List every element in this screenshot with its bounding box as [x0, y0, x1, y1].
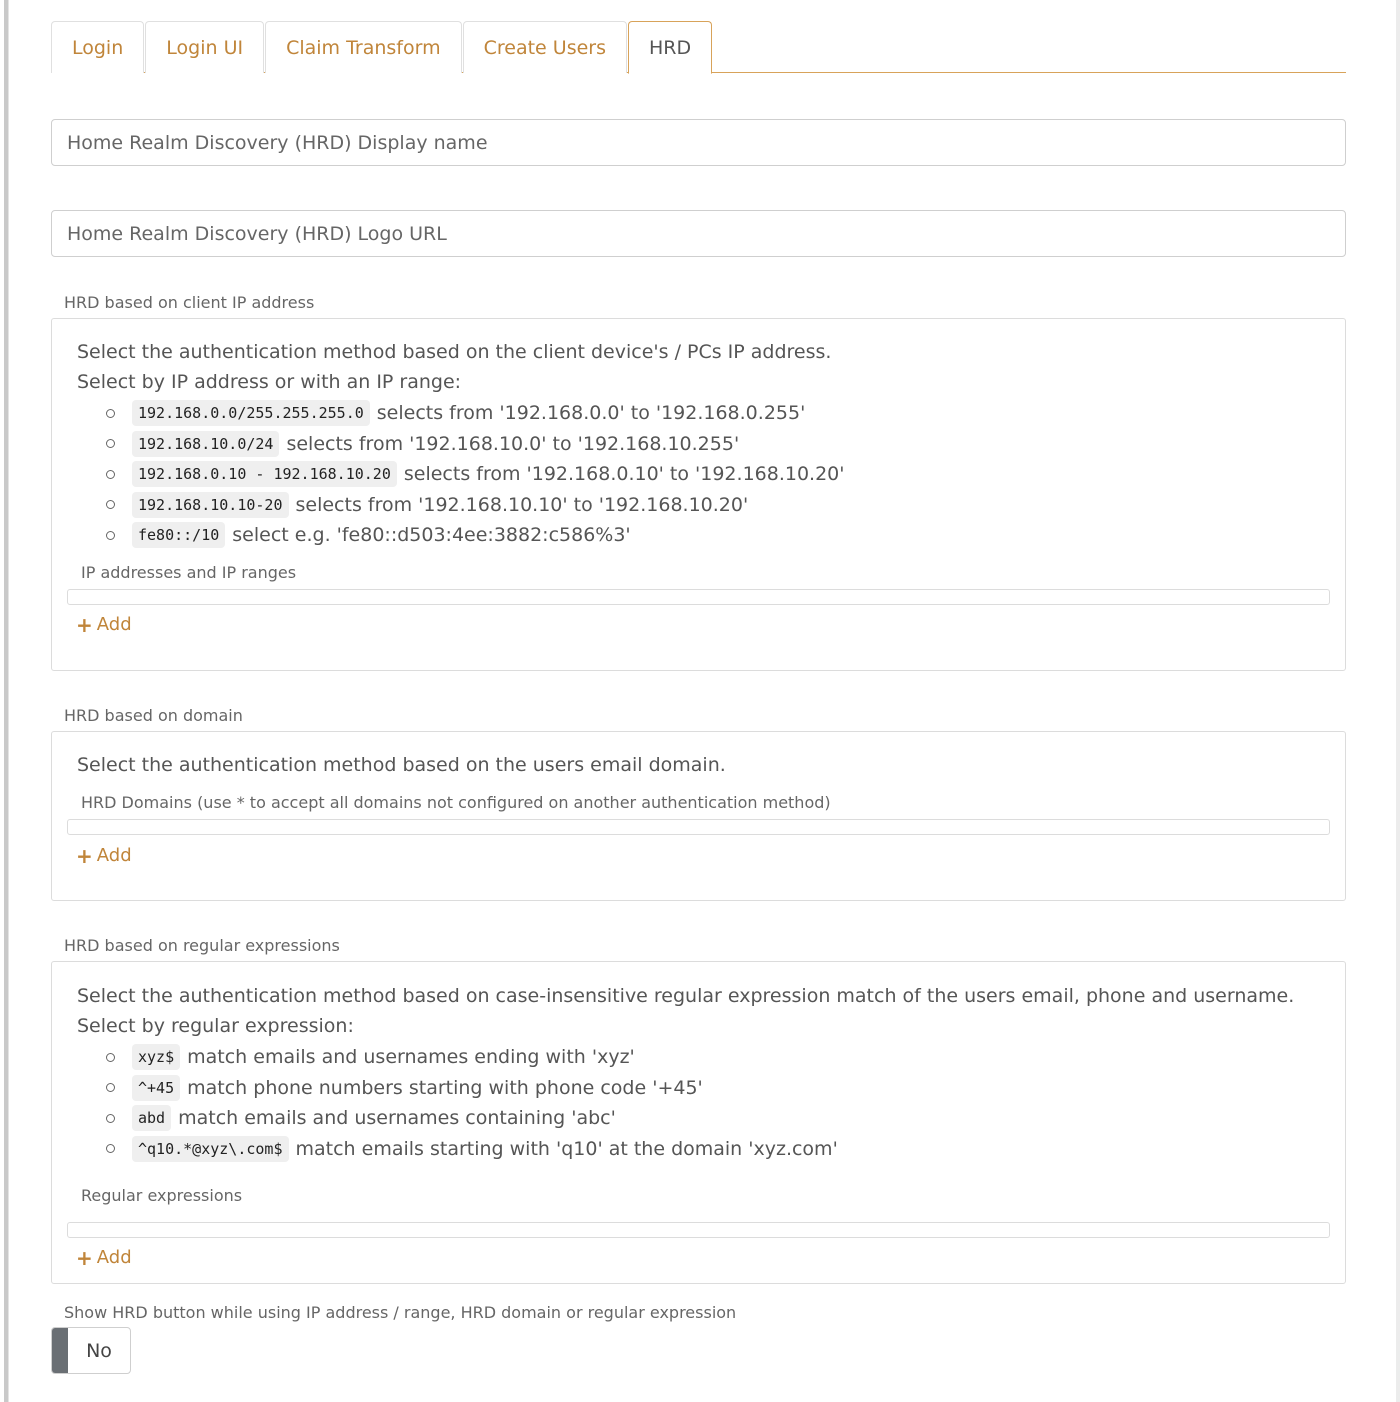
plus-icon: + [76, 612, 93, 637]
domain-section-label: HRD based on domain [64, 706, 243, 725]
example-code: xyz$ [132, 1044, 180, 1070]
bullet-icon [106, 470, 115, 479]
example-text: selects from '192.168.0.10' to '192.168.10.20' [403, 463, 845, 486]
ip-example-list [102, 398, 844, 551]
example-text: match emails and usernames containing 'abc' [178, 1107, 616, 1130]
add-label: Add [96, 614, 132, 635]
example-code: 192.168.10.0/24 [132, 431, 279, 457]
example-code: ^q10.*@xyz\.com$ [132, 1136, 289, 1162]
right-scrollbar[interactable] [1396, 0, 1400, 1402]
regular-expressions-field[interactable] [67, 1222, 1330, 1238]
add-label: Add [96, 845, 132, 866]
ip-desc-1: Select the authentication method based on the client device's / PCs IP address. [77, 341, 832, 363]
ip-desc-2: Select by IP address or with an IP range: [77, 371, 462, 393]
show-hrd-label: Show HRD button while using IP address / range, HRD domain or regular expression [64, 1303, 737, 1322]
regex-section-label: HRD based on regular expressions [64, 936, 340, 955]
add-label: Add [96, 1247, 132, 1268]
tab-create-users[interactable]: Create Users [463, 21, 627, 73]
list-item [102, 1073, 838, 1104]
tab-claim-transform[interactable]: Claim Transform [265, 21, 462, 73]
ip-section-label: HRD based on client IP address [64, 293, 315, 312]
list-item [102, 520, 844, 551]
example-code: fe80::/10 [132, 522, 225, 548]
regex-field-label: Regular expressions [81, 1186, 243, 1205]
example-code: ^+45 [132, 1075, 180, 1101]
bullet-icon [106, 1053, 115, 1062]
list-item [102, 398, 844, 429]
bullet-icon [106, 409, 115, 418]
example-text: select e.g. 'fe80::d503:4ee:3882:c586%3' [232, 524, 631, 547]
add-ip-button[interactable] [76, 614, 132, 635]
domain-field-label: HRD Domains (use * to accept all domains not configured on another authentication method) [81, 793, 831, 812]
bullet-icon [106, 500, 115, 509]
hrd-logo-url-input[interactable] [51, 210, 1346, 257]
regex-desc-1: Select the authentication method based on case-insensitive regular expression match of the users email, phone and username. [77, 985, 1295, 1007]
example-code: abd [132, 1105, 171, 1131]
add-domain-button[interactable] [76, 845, 132, 866]
bullet-icon [106, 439, 115, 448]
ip-ranges-field[interactable] [67, 589, 1330, 605]
example-code: 192.168.10.10-20 [132, 492, 289, 518]
regex-desc-2: Select by regular expression: [77, 1015, 354, 1037]
bullet-icon [106, 1083, 115, 1092]
list-item [102, 1042, 838, 1073]
domain-section-panel [51, 731, 1346, 901]
toggle-knob [52, 1328, 68, 1373]
example-text: selects from '192.168.0.0' to '192.168.0.255' [376, 402, 806, 425]
plus-icon: + [76, 1245, 93, 1270]
plus-icon: + [76, 843, 93, 868]
tab-login-ui[interactable]: Login UI [145, 21, 264, 73]
toggle-label: No [86, 1339, 112, 1362]
tab-login[interactable]: Login [51, 21, 144, 73]
ip-section-panel [51, 318, 1346, 671]
domain-desc-1: Select the authentication method based on the users email domain. [77, 754, 726, 776]
bullet-icon [106, 531, 115, 540]
bullet-icon [106, 1144, 115, 1153]
hrd-domains-field[interactable] [67, 819, 1330, 835]
tab-hrd[interactable]: HRD [628, 21, 712, 74]
example-code: 192.168.0.10 - 192.168.10.20 [132, 461, 397, 487]
example-text: selects from '192.168.10.10' to '192.168.10.20' [295, 493, 749, 516]
left-rail [0, 0, 9, 1402]
regex-example-list [102, 1042, 838, 1164]
hrd-form [51, 21, 1346, 1362]
bullet-icon [106, 1114, 115, 1123]
list-item [102, 490, 844, 521]
list-item [102, 1134, 838, 1165]
hrd-display-name-input[interactable] [51, 119, 1346, 166]
add-regex-button[interactable] [76, 1247, 132, 1268]
example-code: 192.168.0.0/255.255.255.0 [132, 400, 370, 426]
list-item [102, 429, 844, 460]
ip-field-label: IP addresses and IP ranges [81, 563, 297, 582]
example-text: match emails starting with 'q10' at the domain 'xyz.com' [295, 1137, 838, 1160]
regex-section-panel [51, 961, 1346, 1284]
example-text: match emails and usernames ending with 'xyz' [187, 1046, 635, 1069]
example-text: selects from '192.168.10.0' to '192.168.10.255' [286, 432, 740, 455]
example-text: match phone numbers starting with phone code '+45' [187, 1076, 703, 1099]
tab-bar [51, 21, 1346, 73]
show-hrd-toggle[interactable] [51, 1327, 131, 1374]
list-item [102, 1103, 838, 1134]
list-item [102, 459, 844, 490]
